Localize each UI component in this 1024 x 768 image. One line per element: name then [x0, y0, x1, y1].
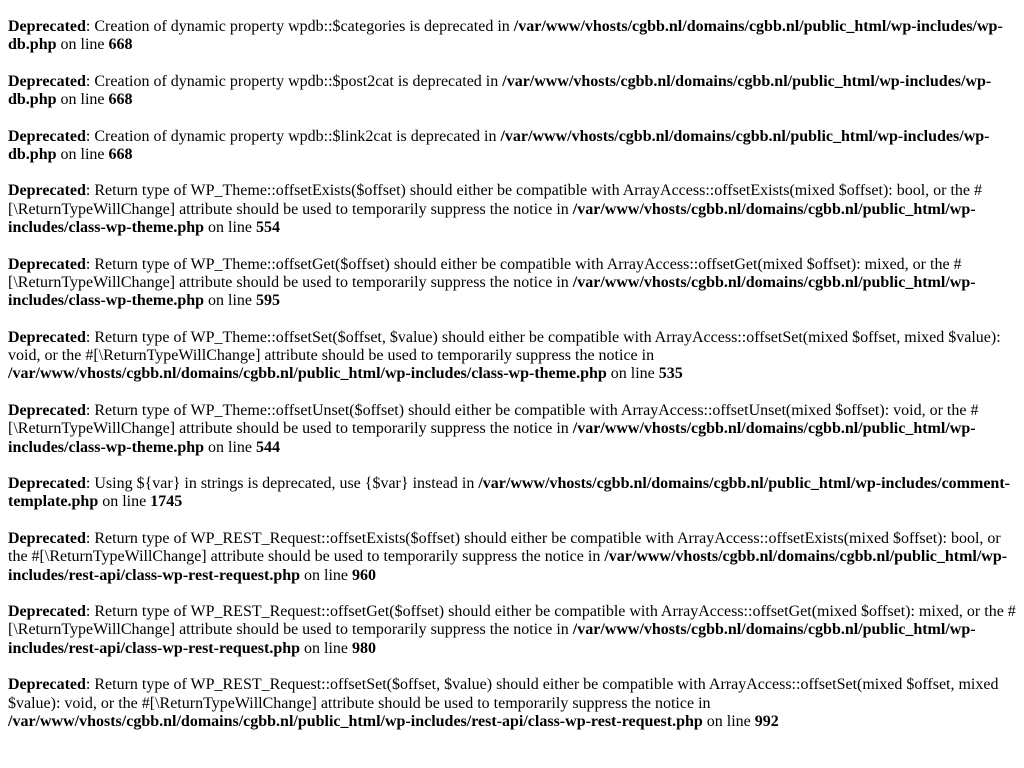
notice-path: /var/www/vhosts/cgbb.nl/domains/cgbb.nl/public_html/wp-includes/comment-template.php [8, 475, 1010, 511]
notice-message: Return type of WP_Theme::offsetUnset($offset) should either be compatible with ArrayAccess::offsetUnset(mixed $offset): void, or the #[\ReturnTypeWillChange] attribute should be used to temporarily suppress the notice [8, 401, 979, 438]
notice-in-word: in [552, 420, 573, 438]
notice-in-word: in [552, 273, 573, 291]
notice-on-line: on line [300, 566, 353, 584]
notice-message: Creation of dynamic property wpdb::$categories is deprecated [94, 18, 494, 35]
notice-label: Deprecated [8, 328, 86, 346]
notice-colon: : [85, 602, 95, 620]
notice-label: Deprecated [8, 602, 86, 620]
notice-on-line: on line [702, 712, 755, 730]
deprecation-notice [8, 73, 1016, 110]
notice-message: Return type of WP_Theme::offsetGet($offset) should either be compatible with ArrayAccess::offsetGet(mixed $offset): mixed, or the #[\ReturnTypeWillChange] attribute should be used to temporarily suppress the notice [8, 255, 962, 291]
notice-message: Creation of dynamic property wpdb::$post2cat is deprecated [94, 72, 482, 90]
notice-message: Using ${var} in strings is deprecated, use {$var} instead [94, 475, 458, 493]
notice-colon: : [85, 676, 95, 694]
deprecation-notice [8, 182, 1016, 237]
notice-line-number: 554 [256, 219, 281, 237]
notice-path: /var/www/vhosts/cgbb.nl/domains/cgbb.nl/public_html/wp-includes/rest-api/class-wp-rest-request.php [8, 712, 703, 730]
notice-on-line: on line [204, 292, 257, 310]
notice-colon: : [85, 182, 95, 200]
notice-path: /var/www/vhosts/cgbb.nl/domains/cgbb.nl/public_html/wp-includes/rest-api/class-wp-rest-request.php [8, 621, 976, 657]
notice-message: Return type of WP_REST_Request::offsetExists($offset) should either be compatible with ArrayAccess::offsetExists(mixed $offset): bool, or the #[\ReturnTypeWillChange] attribute should be used to temporarily suppress the notice [8, 529, 1001, 566]
notice-message: Return type of WP_Theme::offsetSet($offset, $value) should either be compatible with ArrayAccess::offsetSet(mixed $offset, mixed $value): void, or the #[\ReturnTypeWillChange] attribute should be used to temporarily suppress the notice [8, 328, 1001, 365]
notice-label: Deprecated [8, 255, 86, 273]
notice-on-line: on line [300, 639, 353, 657]
notice-colon: : [85, 328, 95, 346]
notice-in-word: in [637, 347, 655, 365]
notice-path: /var/www/vhosts/cgbb.nl/domains/cgbb.nl/public_html/wp-includes/wp-db.php [8, 72, 992, 109]
notice-label: Deprecated [8, 18, 86, 35]
notice-line-number: 980 [352, 639, 377, 657]
notice-in-word: in [694, 694, 711, 712]
deprecation-notice [8, 256, 1016, 311]
notice-in-word: in [481, 72, 503, 90]
notice-line-number: 595 [256, 292, 281, 310]
deprecation-notice [8, 530, 1016, 585]
notice-colon: : [85, 127, 95, 145]
notice-path: /var/www/vhosts/cgbb.nl/domains/cgbb.nl/public_html/wp-includes/class-wp-theme.php [8, 420, 976, 456]
deprecation-notice [8, 18, 1016, 55]
deprecation-notice [8, 475, 1016, 512]
notice-on-line: on line [56, 36, 109, 54]
notice-label: Deprecated [8, 72, 86, 90]
deprecation-notice [8, 603, 1016, 658]
notice-message: Creation of dynamic property wpdb::$link2cat is deprecated [94, 127, 481, 145]
deprecation-notice [8, 329, 1016, 384]
notice-colon: : [85, 529, 95, 547]
notice-on-line: on line [204, 438, 257, 456]
notice-in-word: in [552, 621, 573, 639]
notice-in-word: in [552, 200, 573, 218]
notice-in-word: in [583, 548, 605, 566]
notice-colon: : [85, 475, 95, 493]
notice-label: Deprecated [8, 182, 86, 200]
notice-on-line: on line [606, 365, 659, 383]
notice-label: Deprecated [8, 529, 86, 547]
deprecation-notice [8, 128, 1016, 165]
notice-path: /var/www/vhosts/cgbb.nl/domains/cgbb.nl/public_html/wp-includes/wp-db.php [8, 127, 990, 163]
notice-colon: : [85, 255, 95, 273]
notice-colon: : [85, 401, 95, 419]
notice-line-number: 992 [754, 712, 779, 730]
notice-line-number: 668 [108, 145, 133, 163]
notice-in-word: in [480, 127, 501, 145]
notice-label: Deprecated [8, 676, 86, 694]
notice-line-number: 535 [658, 365, 683, 383]
php-deprecation-warning-page [8, 18, 1016, 731]
notice-label: Deprecated [8, 401, 86, 419]
notice-message: Return type of WP_REST_Request::offsetGet($offset) should either be compatible with ArrayAccess::offsetGet(mixed $offset): mixed, or the #[\ReturnTypeWillChange] attribute should be used to temporarily suppress the notice [8, 602, 1016, 639]
notice-label: Deprecated [8, 127, 86, 145]
notice-in-word: in [493, 18, 514, 35]
notice-path: /var/www/vhosts/cgbb.nl/domains/cgbb.nl/public_html/wp-includes/class-wp-theme.php [8, 273, 976, 310]
notice-on-line: on line [56, 91, 109, 109]
notice-line-number: 960 [352, 566, 377, 584]
notice-line-number: 668 [108, 91, 133, 109]
notice-on-line: on line [98, 493, 151, 511]
notice-colon: : [85, 72, 95, 90]
deprecation-notice-list [8, 18, 1016, 731]
notice-path: /var/www/vhosts/cgbb.nl/domains/cgbb.nl/public_html/wp-includes/class-wp-theme.php [8, 200, 976, 237]
notice-line-number: 544 [256, 438, 281, 456]
notice-message: Return type of WP_Theme::offsetExists($offset) should either be compatible with ArrayAccess::offsetExists(mixed $offset): bool, or the #[\ReturnTypeWillChange] attribute should be used to temporarily suppress the notice [8, 182, 983, 218]
notice-on-line: on line [56, 145, 109, 163]
notice-line-number: 1745 [150, 493, 183, 511]
notice-message: Return type of WP_REST_Request::offsetSet($offset, $value) should either be compatible with ArrayAccess::offsetSet(mixed $offset, mixed $value): void, or the #[\ReturnTypeWillChange] attribute should be used to temporarily suppress the notice [8, 676, 999, 712]
notice-colon: : [85, 18, 95, 35]
notice-label: Deprecated [8, 475, 86, 493]
notice-on-line: on line [204, 219, 257, 237]
deprecation-notice [8, 676, 1016, 731]
notice-line-number: 668 [108, 36, 133, 54]
notice-path: /var/www/vhosts/cgbb.nl/domains/cgbb.nl/public_html/wp-includes/wp-db.php [8, 18, 1003, 54]
notice-in-word: in [457, 475, 479, 493]
deprecation-notice [8, 402, 1016, 457]
notice-path: /var/www/vhosts/cgbb.nl/domains/cgbb.nl/public_html/wp-includes/rest-api/class-wp-rest-request.php [8, 548, 1008, 584]
notice-path: /var/www/vhosts/cgbb.nl/domains/cgbb.nl/public_html/wp-includes/class-wp-theme.php [8, 365, 607, 383]
